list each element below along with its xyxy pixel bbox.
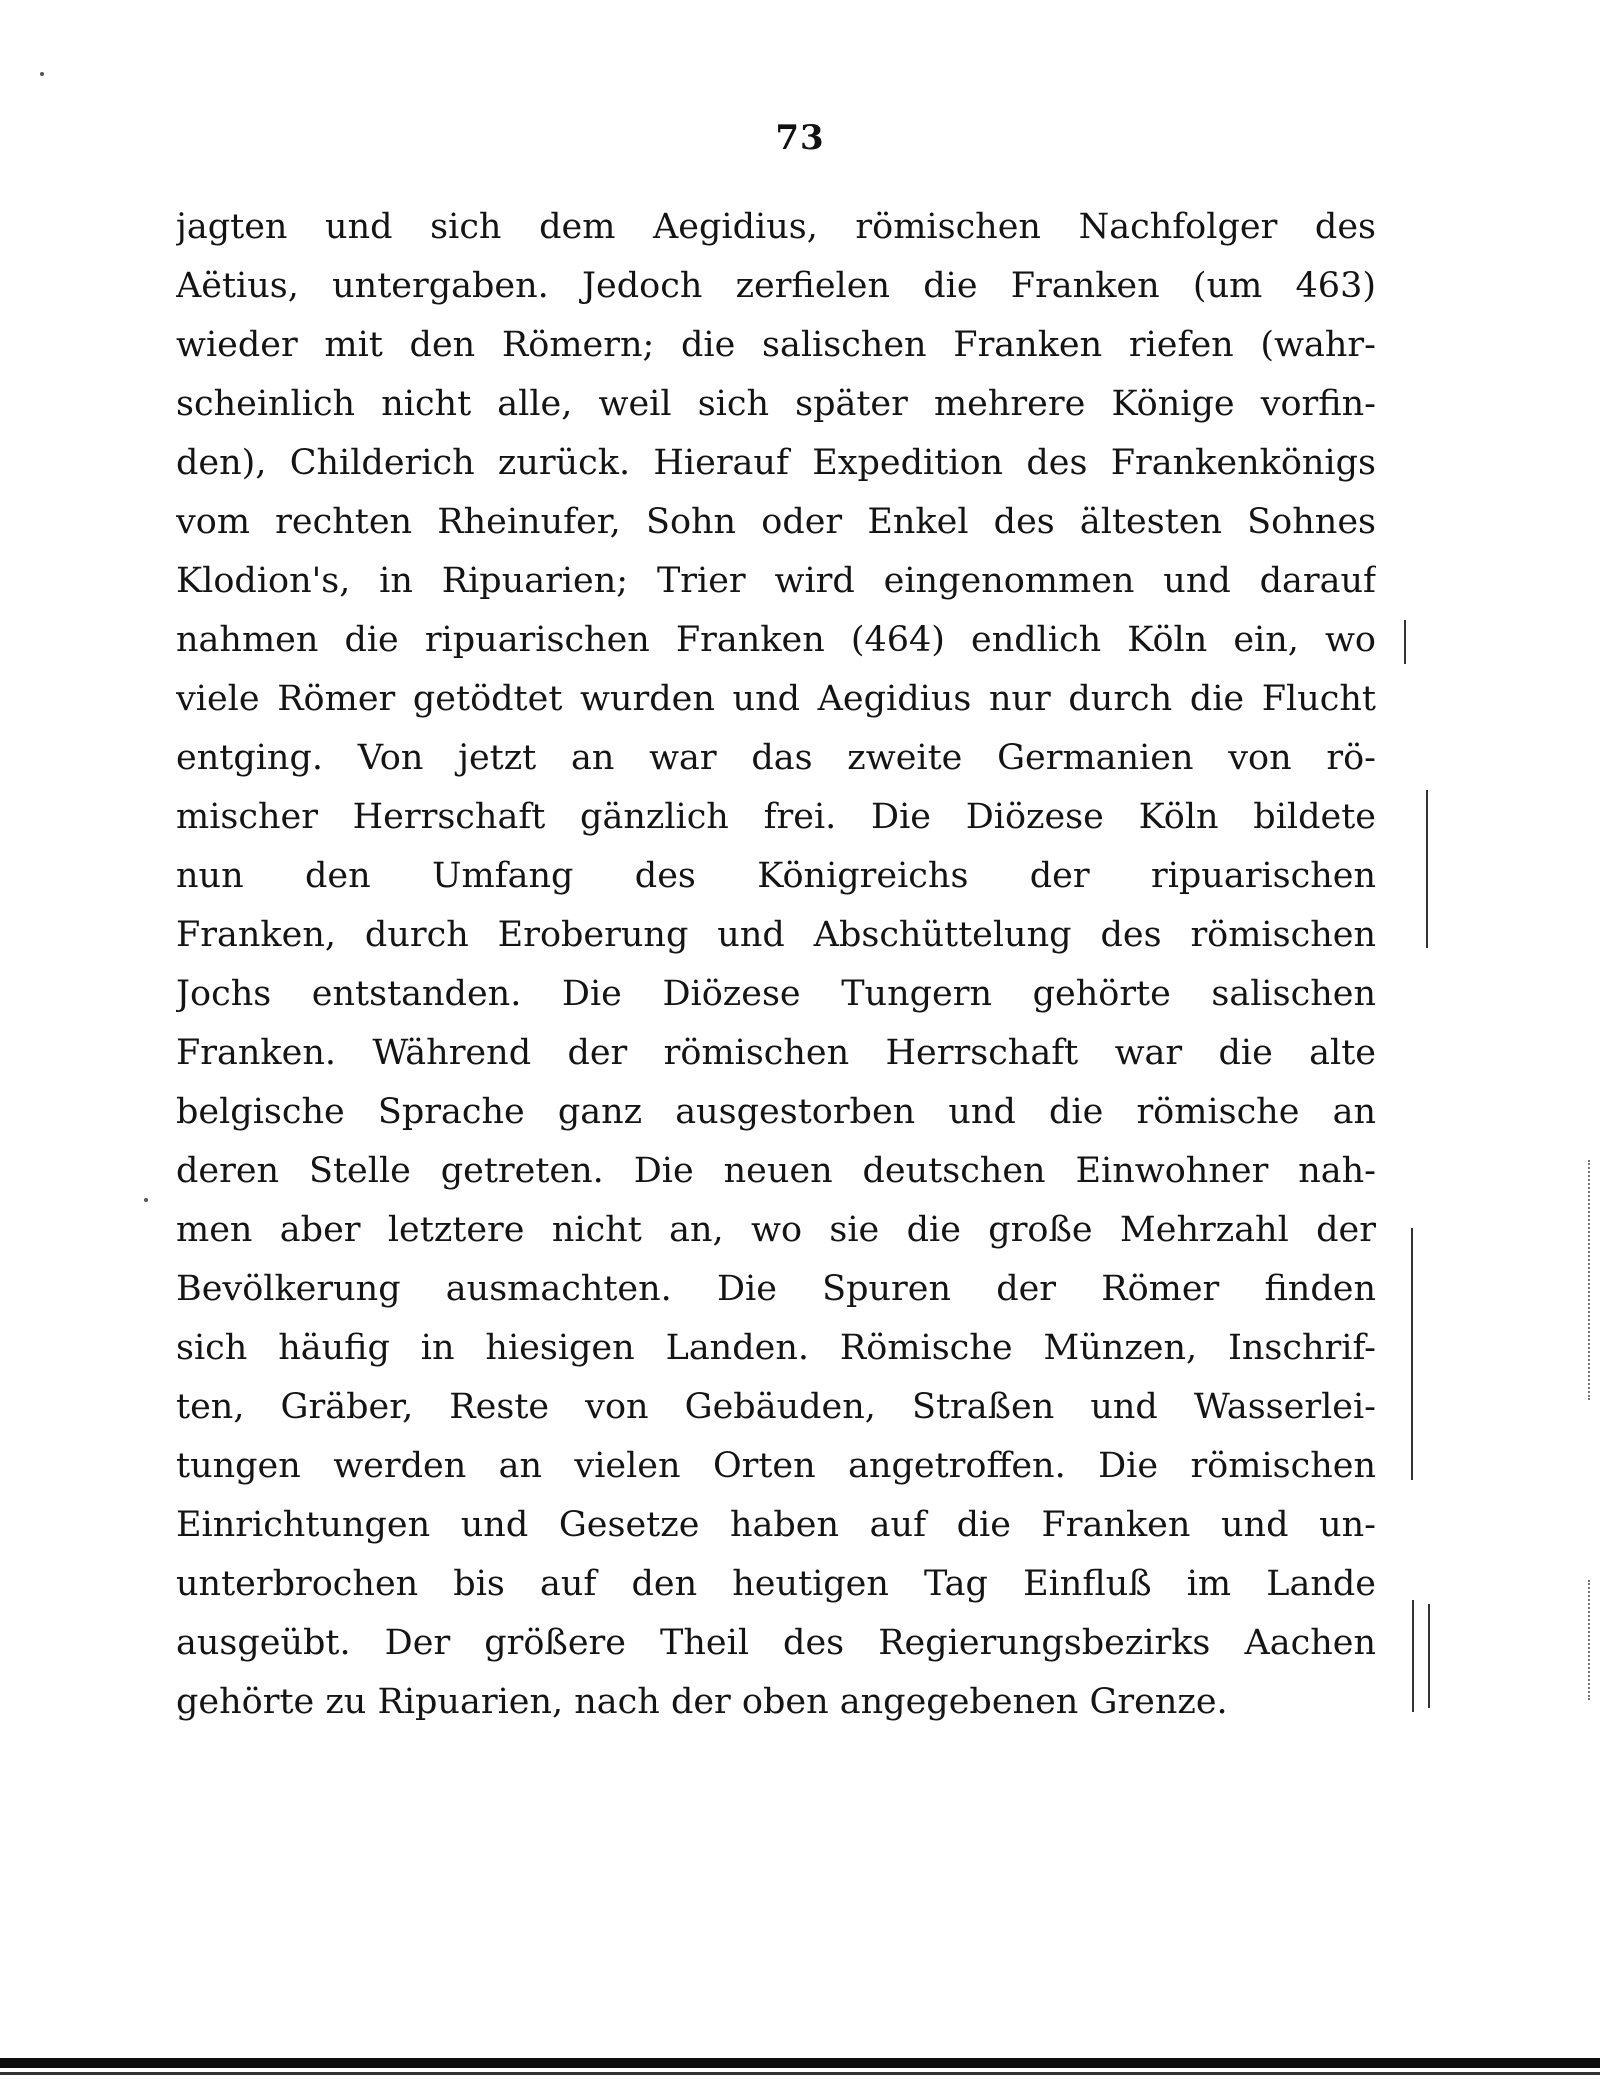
text-line: tungen werden an vielen Orten angetroffen. Die römischen [176,1446,1376,1486]
text-line: men aber letztere nicht an, wo sie die große Mehrzahl der [176,1210,1376,1250]
scan-edge-bar [0,2058,1600,2068]
page-number: 73 [775,118,825,158]
dust-speck [144,1198,148,1202]
text-line: ausgeübt. Der größere Theil des Regierungsbezirks Aachen [176,1623,1376,1663]
text-line: entging. Von jetzt an war das zweite Germanien von rö- [176,738,1376,778]
text-line: mischer Herrschaft gänzlich frei. Die Diözese Köln bildete [176,797,1376,837]
text-line: den), Childerich zurück. Hierauf Expedition des Frankenkönigs [176,443,1376,483]
text-line: nun den Umfang des Königreichs der ripuarischen [176,856,1376,896]
text-line: Aëtius, untergaben. Jedoch zerfielen die Franken (um 463) [176,266,1376,306]
text-line: ten, Gräber, Reste von Gebäuden, Straßen und Wasserlei- [176,1387,1376,1427]
text-line: wieder mit den Römern; die salischen Franken riefen (wahr- [176,325,1376,365]
text-line: gehörte zu Ripuarien, nach der oben angegebenen Grenze. [176,1682,1228,1722]
text-line: sich häufig in hiesigen Landen. Römische Münzen, Inschrif- [176,1328,1376,1368]
margin-mark [1411,1228,1413,1480]
text-line: nahmen die ripuarischen Franken (464) endlich Köln ein, wo [176,620,1376,660]
text-line: Jochs entstanden. Die Diözese Tungern gehörte salischen [176,974,1376,1014]
margin-mark [1426,790,1428,948]
text-line: Klodion's, in Ripuarien; Trier wird eingenommen und darauf [176,561,1376,601]
body-text [176,198,1376,1732]
text-line: Bevölkerung ausmachten. Die Spuren der Römer finden [176,1269,1376,1309]
text-line: vom rechten Rheinufer, Sohn oder Enkel des ältesten Sohnes [176,502,1376,542]
text-line: viele Römer getödtet wurden und Aegidius nur durch die Flucht [176,679,1376,719]
edge-speckle [1588,1160,1590,1400]
text-line: Franken, durch Eroberung und Abschüttelung des römischen [176,915,1376,955]
margin-mark [1412,1600,1414,1712]
text-line: belgische Sprache ganz ausgestorben und die römische an [176,1092,1376,1132]
margin-mark [1428,1604,1430,1708]
text-line: jagten und sich dem Aegidius, römischen Nachfolger des [176,207,1376,247]
text-line: Franken. Während der römischen Herrschaft war die alte [176,1033,1376,1073]
dust-speck [40,72,44,76]
scan-edge-line [0,2072,1600,2075]
text-line: scheinlich nicht alle, weil sich später mehrere Könige vorfin- [176,384,1376,424]
text-line: Einrichtungen und Gesetze haben auf die Franken und un- [176,1505,1376,1545]
margin-mark [1404,620,1406,664]
text-line: deren Stelle getreten. Die neuen deutschen Einwohner nah- [176,1151,1376,1191]
edge-speckle [1588,1580,1590,1700]
text-line: unterbrochen bis auf den heutigen Tag Einfluß im Lande [176,1564,1376,1604]
